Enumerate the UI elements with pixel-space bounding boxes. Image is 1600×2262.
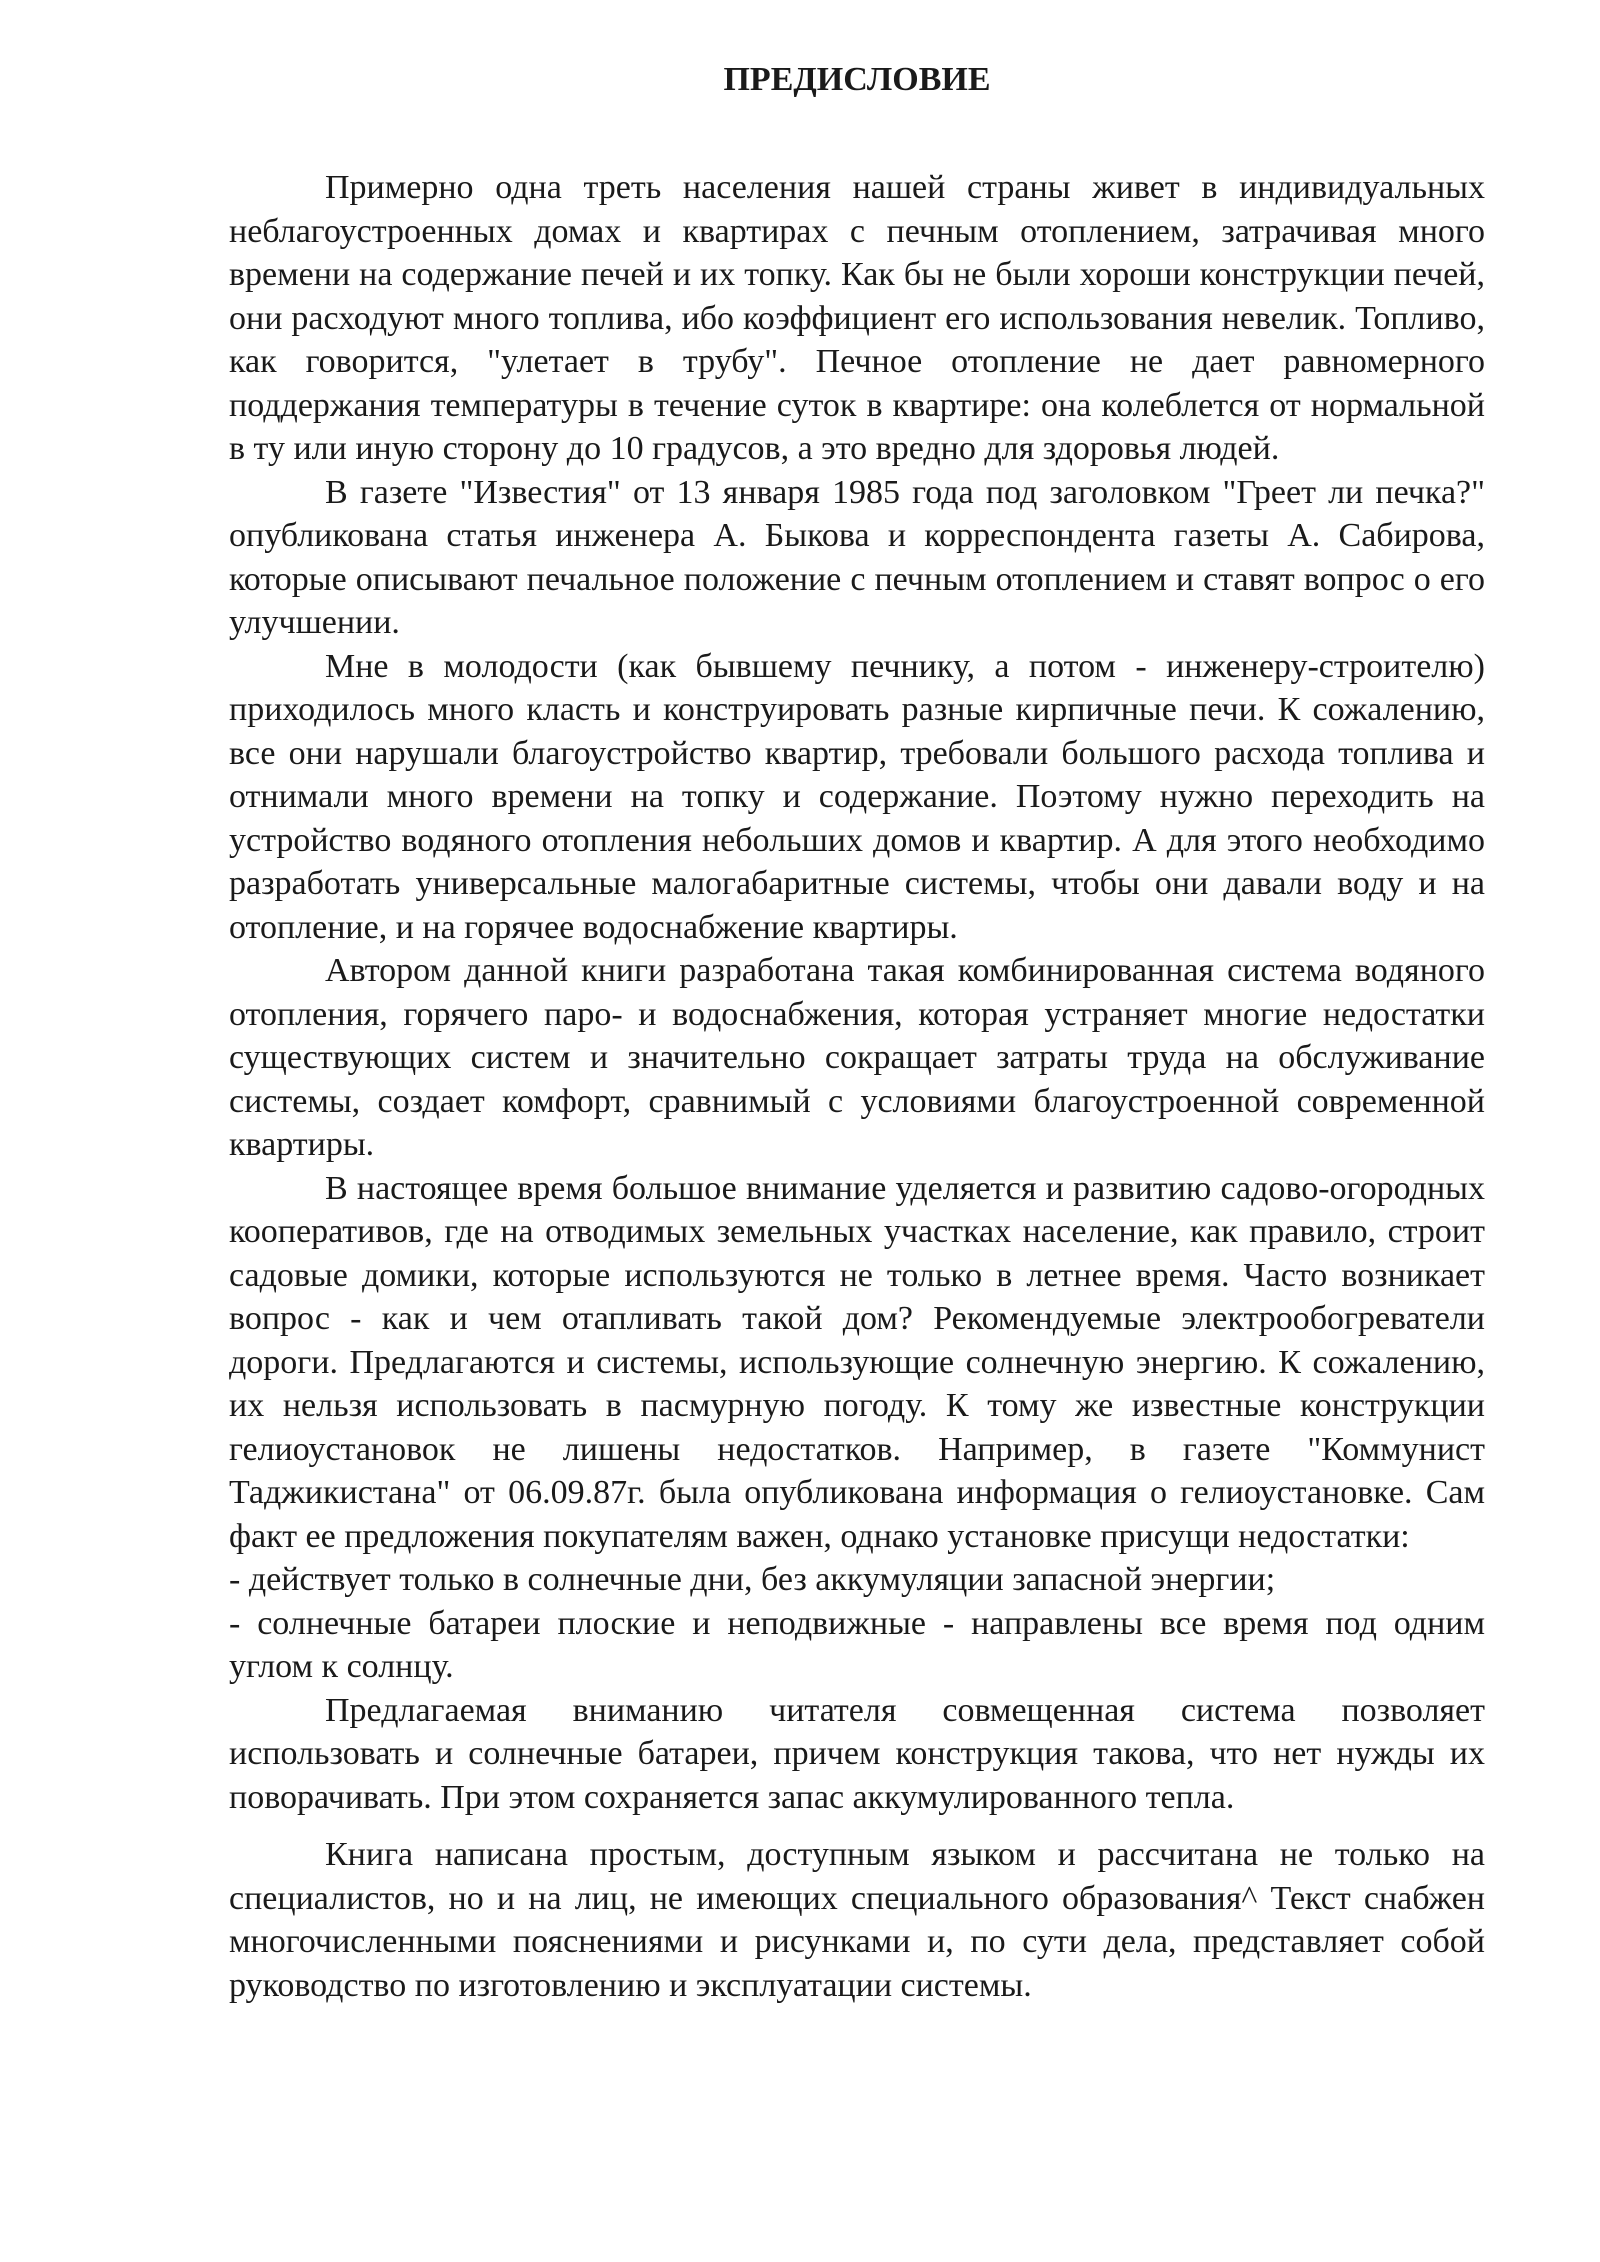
list-item-2: - солнечные батареи плоские и неподвижные - направлены все время под одним углом к солнцу. bbox=[229, 1604, 1485, 1685]
paragraph-2: В газете "Известия" от 13 января 1985 года под заголовком "Греет ли печка?" опубликована статья инженера А. Быкова и корреспондента газеты А. Сабирова, которые описывают печальное положение с печным отоплением и ставят вопрос о его улучшении. bbox=[229, 473, 1485, 641]
paragraph-6: Предлагаемая вниманию читателя совмещенная система позволяет использовать и солнечные батареи, причем конструкция такова, что нет нужды их поворачивать. При этом сохраняется запас аккумулированного тепла. bbox=[229, 1691, 1485, 1816]
paragraph-5: В настоящее время большое внимание уделяется и развитию садово-огородных кооперативов, где на отводимых земельных участках население, как правило, строит садовые домики, которые используются не только в летнее время. Часто возникает вопрос - как и чем отапливать такой дом? Рекомендуемые электрообогреватели дороги. Предлагаются и системы, использующие солнечную энергию. К сожалению, их нельзя использовать в пасмурную погоду. К тому же известные конструкции гелиоустановок не лишены недостатков. Например, в газете "Коммунист Таджикистана" от 06.09.87г. была опубликована информация о гелиоустановке. Сам факт ее предложения покупателям важен, однако установке присущи недостатки: bbox=[229, 1169, 1485, 1555]
page-title: ПРЕДИСЛОВИЕ bbox=[723, 61, 991, 98]
document-page bbox=[229, 58, 1485, 2007]
paragraph-7: Книга написана простым, доступным языком и рассчитана не только на специалистов, но и на лиц, не имеющих специального образования^ Текст снабжен многочисленными пояснениями и рисунками и, по сути дела, представляет собой руководство по изготовлению и эксплуатации системы. bbox=[229, 1836, 1485, 2004]
paragraph-3: Мне в молодости (как бывшему печнику, а потом - инженеру-строителю) приходилось много класть и конструировать разные кирпичные печи. К сожалению, все они нарушали благоустройство квартир, требовали большого расхода топлива и отнимали много времени на топку и содержание. Поэтому нужно переходить на устройство водяного отопления небольших домов и квартир. А для этого необходимо разработать универсальные малогабаритные системы, чтобы они давали воду и на отопление, и на горячее водоснабжение квартиры. bbox=[229, 647, 1485, 946]
paragraph-4: Автором данной книги разработана такая комбинированная система водяного отопления, горячего паро- и водоснабжения, которая устраняет многие недостатки существующих систем и значительно сокращает затраты труда на обслуживание системы, создает комфорт, сравнимый с условиями благоустроенной современной квартиры. bbox=[229, 952, 1485, 1163]
list-item-1: - действует только в солнечные дни, без аккумуляции запасной энергии; bbox=[229, 1561, 1276, 1598]
paragraph-1: Примерно одна треть населения нашей страны живет в индивидуальных неблагоустроенных домах и квартирах с печным отоплением, затрачивая много времени на содержание печей и их топку. Как бы не были хороши конструкции печей, они расходуют много топлива, ибо коэффициент его использования невелик. Топливо, как говорится, "улетает в трубу". Печное отопление не дает равномерного поддержания температуры в течение суток в квартире: она колеблется от нормальной в ту или иную сторону до 10 градусов, а это вредно для здоровья людей. bbox=[229, 169, 1485, 467]
